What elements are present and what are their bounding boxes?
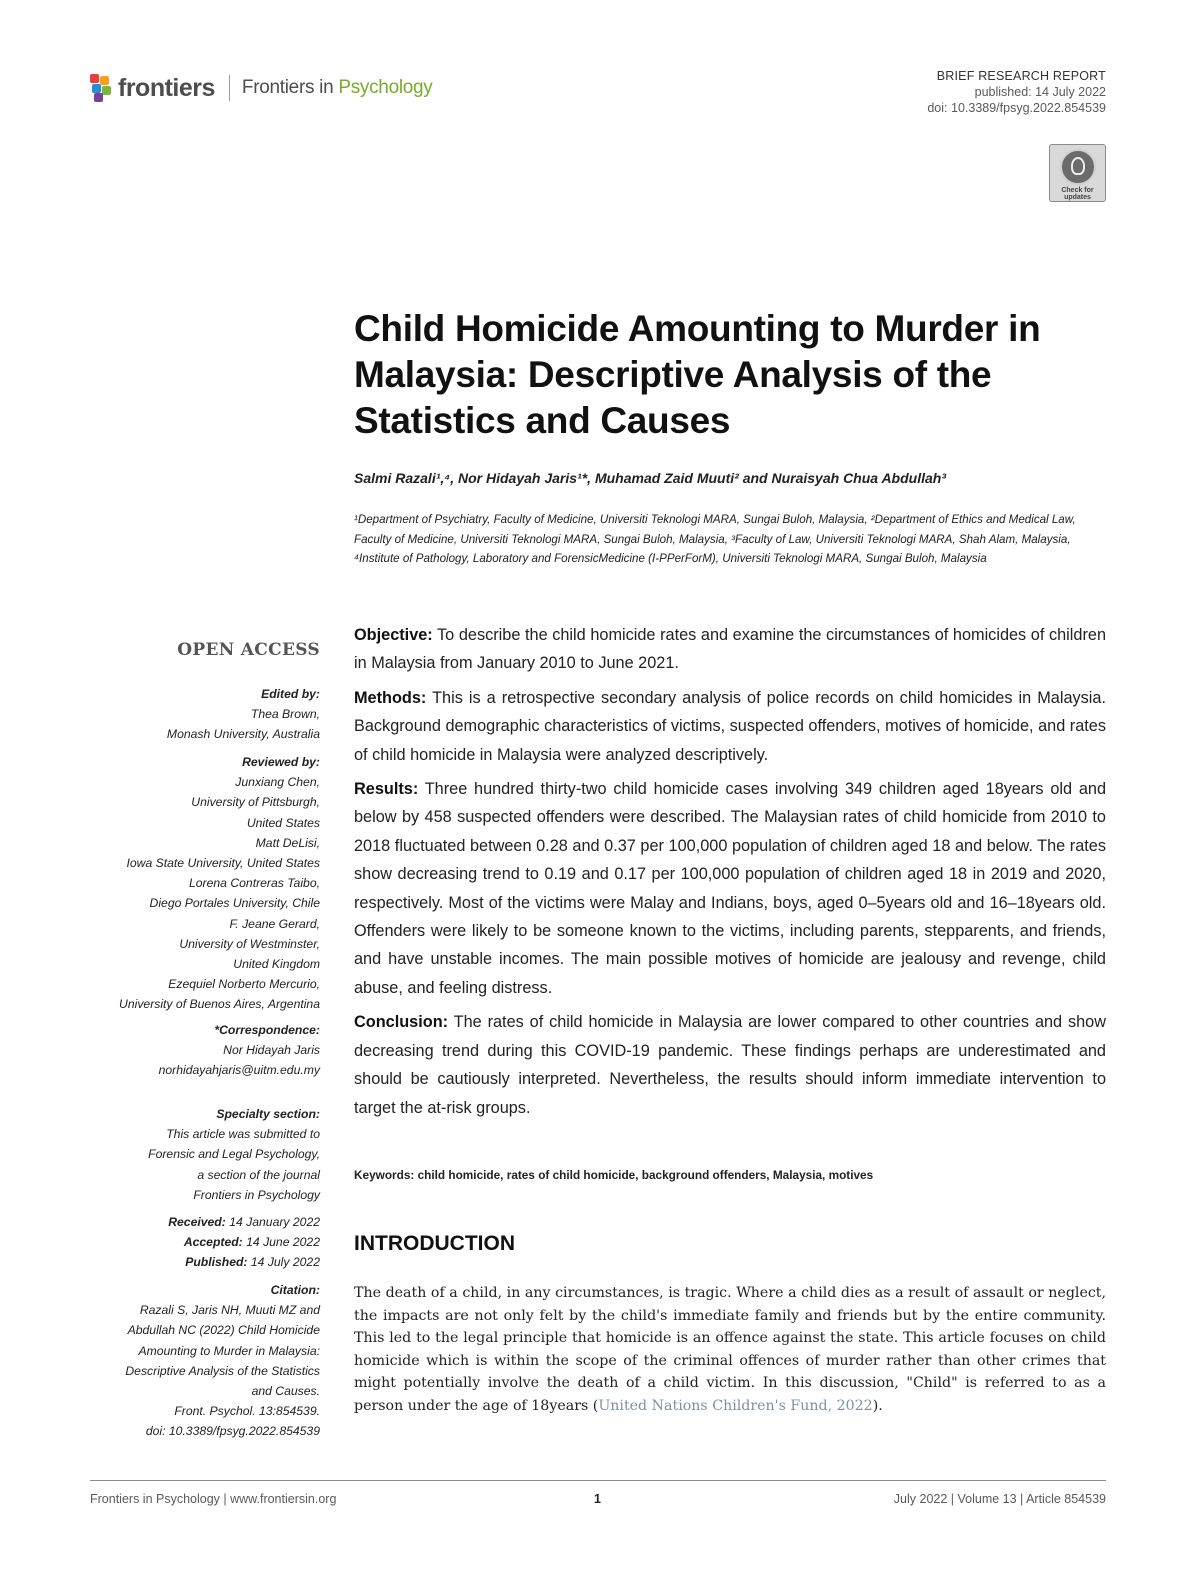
reviewer-line: Matt DeLisi, <box>255 835 320 850</box>
citation-link[interactable]: United Nations Children's Fund, 2022 <box>598 1397 873 1414</box>
reviewer-line: University of Westminster, <box>179 936 320 951</box>
abstract-methods: Methods: This is a retrospective secondary analysis of police records on child homicides in Malaysia. Background demographic characteristics of victims, suspected offenders, motives of homicide, and rates of child homicide in Malaysia were analyzed descriptively. <box>354 688 1106 764</box>
introduction-paragraph: The death of a child, in any circumstances, is tragic. Where a child dies as a result of assault or neglect, the impacts are not only felt by the child's immediate family and friends but by the entire community. This led to the legal principle that homicide is an offence against the state. This article focuses on child homicide which is within the scope of the criminal offences of murder rather than other crimes that might potentially involve the death of a child victim. In this discussion, "Child" is referred to as a person under the age of 18years (United Nations Children's Fund, 2022). <box>354 1285 1106 1414</box>
edited-by-label: Edited by: <box>261 687 320 701</box>
citation-line: Razali S, Jaris NH, Muuti MZ and <box>139 1303 320 1318</box>
author-list: Salmi Razali¹,⁴, Nor Hidayah Jaris¹*, Muhamad Zaid Muuti² and Nuraisyah Chua Abdullah³ <box>354 470 946 486</box>
reviewer-line: United Kingdom <box>233 957 320 972</box>
reviewer-line: University of Pittsburgh, <box>191 795 320 810</box>
correspondence-label: *Correspondence: <box>214 1023 320 1037</box>
editor-name: Thea Brown, <box>250 707 320 722</box>
reviewer-line: F. Jeane Gerard, <box>229 916 320 931</box>
specialty-line: a section of the journal <box>197 1167 320 1182</box>
reviewer-line: University of Buenos Aires, Argentina <box>119 997 320 1012</box>
citation-line: Front. Psychol. 13:854539. <box>174 1404 320 1419</box>
citation-line: Amounting to Murder in Malaysia: <box>138 1343 320 1358</box>
page-number: 1 <box>594 1492 601 1506</box>
correspondence-name: Nor Hidayah Jaris <box>223 1043 320 1058</box>
specialty-info <box>80 1104 320 1205</box>
section-heading-introduction: INTRODUCTION <box>354 1232 515 1255</box>
affiliations: ¹Department of Psychiatry, Faculty of Medicine, Universiti Teknologi MARA, Sungai Buloh, Malaysia, ²Department of Ethics and Medical Law, Faculty of Medicine, Universiti Teknologi MARA, Sungai Buloh, Malaysia, ³Faculty of Law, Universiti Teknologi MARA, Shah Alam, Malaysia, ⁴Institute of Pathology, Laboratory and ForensicMedicine (I-PPerForM), Universiti Teknologi MARA, Sungai Buloh, Malaysia <box>354 513 1076 565</box>
logo-wordmark: frontiers <box>118 73 215 102</box>
accepted-date: Accepted: 14 June 2022 <box>183 1235 320 1250</box>
reviewer-line: Diego Portales University, Chile <box>149 896 320 911</box>
reviewer-info <box>80 752 320 1015</box>
logo-divider <box>229 75 230 101</box>
citation-line: and Causes. <box>251 1384 320 1399</box>
editor-affiliation: Monash University, Australia <box>166 727 320 742</box>
specialty-line: Forensic and Legal Psychology, <box>148 1147 320 1162</box>
reviewer-line: Junxiang Chen, <box>235 775 320 790</box>
citation-line: Abdullah NC (2022) Child Homicide <box>127 1323 320 1338</box>
reviewed-by-label: Reviewed by: <box>242 755 320 769</box>
citation-line: doi: 10.3389/fpsyg.2022.854539 <box>145 1424 320 1439</box>
abstract <box>354 621 1106 1128</box>
article-type: BRIEF RESEARCH REPORT <box>936 69 1106 83</box>
article-title: Child Homicide Amounting to Murder in Malaysia: Descriptive Analysis of the Statistics and Causes <box>354 308 1041 441</box>
published-date-side: Published: 14 July 2022 <box>185 1255 320 1270</box>
footer-journal-link[interactable]: Frontiers in Psychology | www.frontiersin.org <box>90 1492 337 1506</box>
journal-name: Frontiers in Psychology <box>241 77 433 98</box>
citation-line: Descriptive Analysis of the Statistics <box>125 1363 320 1378</box>
reviewer-line: Ezequiel Norberto Mercurio, <box>168 977 320 992</box>
frontiers-logo <box>90 72 433 104</box>
abstract-objective: Objective: To describe the child homicide rates and examine the circumstances of homicides of children in Malaysia from January 2010 to June 2021. <box>354 626 1106 673</box>
bookmark-icon <box>1060 149 1096 185</box>
specialty-line: This article was submitted to <box>166 1127 320 1142</box>
citation-label: Citation: <box>270 1283 320 1297</box>
frontiers-logo-icon <box>90 74 114 102</box>
footer-divider <box>90 1480 1106 1481</box>
received-date: Received: 14 January 2022 <box>168 1215 320 1229</box>
open-access-label: OPEN ACCESS <box>177 640 320 660</box>
doi: doi: 10.3389/fpsyg.2022.854539 <box>927 101 1106 115</box>
footer-issue-info: July 2022 | Volume 13 | Article 854539 <box>893 1492 1106 1506</box>
abstract-conclusion: Conclusion: The rates of child homicide in Malaysia are lower compared to other countries and show decreasing trend during this COVID-19 pandemic. These findings perhaps are underestimated and should be cautiously interpreted. Nevertheless, the results should inform immediate intervention to target the at-risk groups. <box>354 1013 1106 1117</box>
abstract-results: Results: Three hundred thirty-two child homicide cases involving 349 children aged 18years old and below by 458 suspected offenders were described. The Malaysian rates of child homicide from 2010 to 2018 fluctuated between 0.28 and 0.37 per 100,000 population of children aged 18 and below. The rates show decreasing trend to 0.19 and 0.17 per 100,000 population of children aged 18 in 2019 and 2020, respectively. Most of the victims were Malay and Indians, boys, aged 0–5years old and 16–18years old. Offenders were likely to be someone known to the victims, including parents, stepparents, and friends, and have unstable incomes. The main possible motives of homicide are jealousy and revenge, child abuse, and feeling distress. <box>354 780 1106 997</box>
correspondence-email[interactable]: norhidayahjaris@uitm.edu.my <box>158 1063 320 1078</box>
badge-label: Check for updates <box>1061 187 1094 201</box>
editor-info <box>80 684 320 745</box>
specialty-line: Frontiers in Psychology <box>193 1187 320 1202</box>
dates-info <box>80 1212 320 1273</box>
reviewer-line: Iowa State University, United States <box>126 856 320 871</box>
reviewer-line: Lorena Contreras Taibo, <box>189 876 320 891</box>
correspondence-info <box>80 1020 320 1081</box>
keywords: Keywords: child homicide, rates of child homicide, background offenders, Malaysia, motives <box>354 1168 874 1182</box>
specialty-label: Specialty section: <box>216 1107 320 1121</box>
published-date: published: 14 July 2022 <box>974 85 1106 99</box>
reviewer-line: United States <box>246 815 320 830</box>
article-meta <box>927 68 1106 116</box>
check-for-updates-badge[interactable] <box>1049 144 1106 202</box>
citation-info <box>80 1280 320 1442</box>
